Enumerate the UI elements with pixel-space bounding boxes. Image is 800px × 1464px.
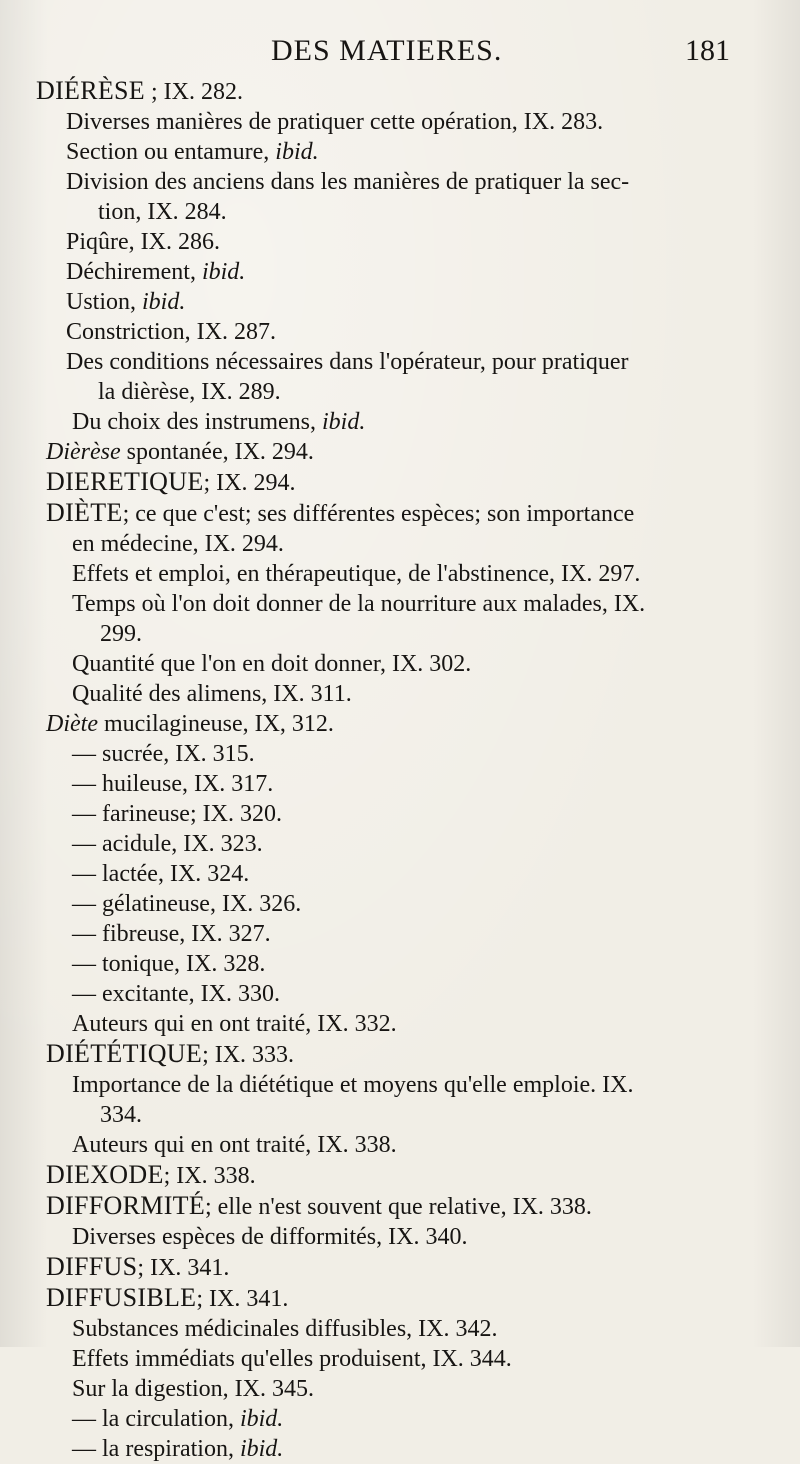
index-entry: DIÉRÈSE ; IX. 282. [36, 76, 243, 105]
headword: DIFFUS [46, 1252, 138, 1281]
index-entry: DIÈTE; ce que c'est; ses différentes espèces; son importance [46, 498, 635, 527]
index-entry: Piqûre, IX. 286. [66, 229, 220, 255]
page-number: 181 [685, 34, 730, 67]
headword: DIFFUSIBLE [46, 1283, 197, 1312]
index-entry-continuation: en médecine, IX. 294. [72, 531, 284, 557]
headword: DIEXODE [46, 1160, 164, 1189]
index-entry: — huileuse, IX. 317. [72, 771, 274, 797]
index-entry: Division des anciens dans les manières de pratiquer la sec- [66, 169, 630, 195]
index-entry: — tonique, IX. 328. [72, 951, 266, 977]
index-entry: DIFFORMITÉ; elle n'est souvent que relative, IX. 338. [46, 1191, 592, 1220]
index-entry: Diverses espèces de difformités, IX. 340. [72, 1224, 468, 1250]
index-entry: DIFFUS; IX. 341. [46, 1252, 230, 1281]
index-entry: Effets immédiats qu'elles produisent, IX. 344. [72, 1346, 512, 1372]
index-entry: Section ou entamure, ibid. [66, 139, 319, 165]
index-entry: — gélatineuse, IX. 326. [72, 891, 302, 917]
index-entry: Substances médicinales diffusibles, IX. 342. [72, 1316, 498, 1342]
index-entry: Importance de la diététique et moyens qu'elle emploie. IX. [72, 1072, 634, 1098]
index-entry: — la respiration, ibid. [72, 1436, 284, 1462]
index-entry: DIÉTÉTIQUE; IX. 333. [46, 1039, 295, 1068]
index-entry: — excitante, IX. 330. [72, 981, 280, 1007]
index-entry: Quantité que l'on en doit donner, IX. 302. [72, 651, 472, 677]
index-entry: — acidule, IX. 323. [72, 831, 263, 857]
index-entry: Diverses manières de pratiquer cette opération, IX. 283. [66, 109, 604, 135]
headword: DIÈTE [46, 498, 123, 527]
index-entry: — fibreuse, IX. 327. [72, 921, 271, 947]
index-entry: Déchirement, ibid. [66, 259, 246, 285]
headword: DIERETIQUE [46, 467, 204, 496]
index-entry: — lactée, IX. 324. [72, 861, 250, 887]
headword: DIÉTÉTIQUE [46, 1039, 203, 1068]
index-entry: Des conditions nécessaires dans l'opérateur, pour pratiquer [66, 349, 629, 375]
index-entry: Du choix des instrumens, ibid. [72, 409, 366, 435]
index-entry: — farineuse; IX. 320. [72, 801, 282, 827]
index-entry: Auteurs qui en ont traité, IX. 338. [72, 1132, 397, 1158]
header-title: DES MATIERES. [271, 34, 503, 67]
headword: DIFFORMITÉ [46, 1191, 206, 1220]
index-entry: — sucrée, IX. 315. [72, 741, 255, 767]
index-entry: Temps où l'on doit donner de la nourriture aux malades, IX. [72, 591, 646, 617]
index-entry: Ustion, ibid. [66, 289, 186, 315]
index-entry-continuation: tion, IX. 284. [98, 199, 227, 225]
running-head [0, 34, 800, 74]
index-entry-continuation: 299. [100, 621, 142, 647]
index-entry: DIFFUSIBLE; IX. 341. [46, 1283, 289, 1312]
index-entry-continuation: 334. [100, 1102, 142, 1128]
index-entry: Constriction, IX. 287. [66, 319, 276, 345]
index-entry: DIEXODE; IX. 338. [46, 1160, 256, 1189]
index-entry: Effets et emploi, en thérapeutique, de l'abstinence, IX. 297. [72, 561, 641, 587]
index-entry: DIERETIQUE; IX. 294. [46, 467, 296, 496]
index-entry-continuation: la dièrèse, IX. 289. [98, 379, 281, 405]
index-entry: Dièrèse spontanée, IX. 294. [46, 439, 314, 465]
index-entry: Diète mucilagineuse, IX, 312. [46, 711, 334, 737]
index-entries [0, 76, 800, 1464]
headword: DIÉRÈSE [36, 76, 145, 105]
index-entry: — la circulation, ibid. [72, 1406, 284, 1432]
index-entry: Qualité des alimens, IX. 311. [72, 681, 352, 707]
index-entry: Auteurs qui en ont traité, IX. 332. [72, 1011, 397, 1037]
index-entry: Sur la digestion, IX. 345. [72, 1376, 314, 1402]
